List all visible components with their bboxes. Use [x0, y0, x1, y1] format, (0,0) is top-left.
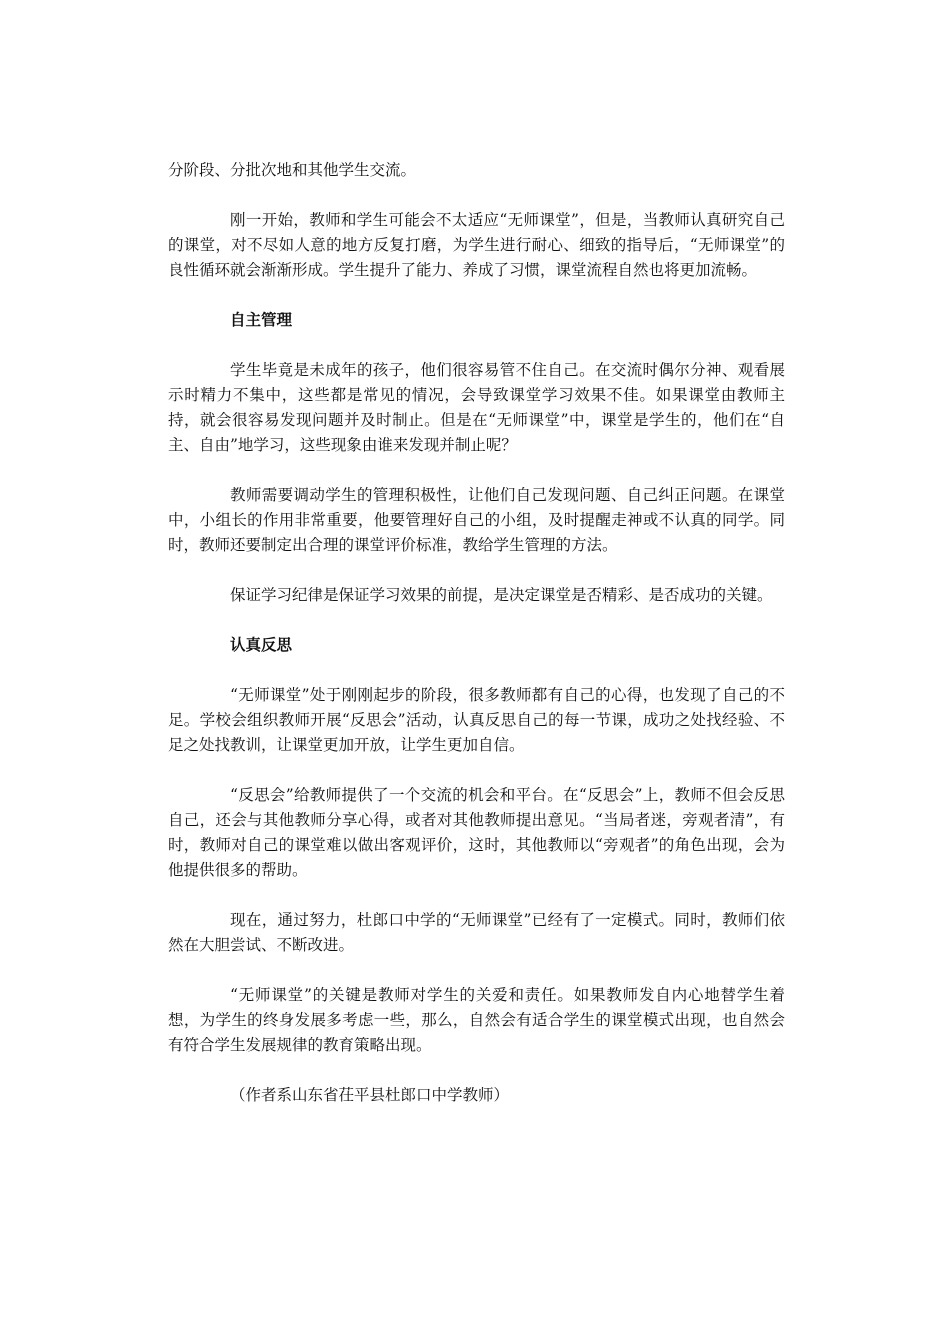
paragraph: 教师需要调动学生的管理积极性，让他们自己发现问题、自己纠正问题。在课堂中，小组长的作用非常重要，他要管理好自己的小组，及时提醒走神或不认真的同学。同时，教师还要制定出合理的课堂评价标准，教给学生管理的方法。 [168, 486, 785, 554]
section-heading-reflection: 认真反思 [230, 636, 293, 654]
paragraph: 刚一开始，教师和学生可能会不太适应“无师课堂”，但是，当教师认真研究自己的课堂，对不尽如人意的地方反复打磨，为学生进行耐心、细致的指导后，“无师课堂”的良性循环就会渐渐形成。学生提升了能力、养成了习惯，课堂流程自然也将更加流畅。 [168, 211, 785, 279]
author-byline: （作者系山东省茌平县杜郎口中学教师） [230, 1086, 510, 1104]
article-body [168, 158, 785, 1108]
section-heading-self-management: 自主管理 [230, 311, 293, 329]
paragraph: 保证学习纪律是保证学习效果的前提，是决定课堂是否精彩、是否成功的关键。 [230, 586, 773, 604]
paragraph: “无师课堂”的关键是教师对学生的关爱和责任。如果教师发自内心地替学生着想，为学生的终身发展多考虑一些，那么，自然会有适合学生的课堂模式出现，也自然会有符合学生发展规律的教育策略出现。 [168, 986, 785, 1054]
paragraph: 学生毕竟是未成年的孩子，他们很容易管不住自己。在交流时偶尔分神、观看展示时精力不集中，这些都是常见的情况，会导致课堂学习效果不佳。如果课堂由教师主持，就会很容易发现问题并及时制止。但是在“无师课堂”中，课堂是学生的，他们在“自主、自由”地学习，这些现象由谁来发现并制止呢？ [168, 361, 785, 454]
paragraph-continuation: 分阶段、分批次地和其他学生交流。 [168, 161, 417, 179]
paragraph: 现在，通过努力，杜郎口中学的“无师课堂”已经有了一定模式。同时，教师们依然在大胆尝试、不断改进。 [168, 911, 785, 954]
paragraph: “无师课堂”处于刚刚起步的阶段，很多教师都有自己的心得，也发现了自己的不足。学校会组织教师开展“反思会”活动，认真反思自己的每一节课，成功之处找经验、不足之处找教训，让课堂更加开放，让学生更加自信。 [168, 686, 785, 754]
paragraph: “反思会”给教师提供了一个交流的机会和平台。在“反思会”上，教师不但会反思自己，还会与其他教师分享心得，或者对其他教师提出意见。“当局者迷，旁观者清”，有时，教师对自己的课堂难以做出客观评价，这时，其他教师以“旁观者”的角色出现，会为他提供很多的帮助。 [168, 786, 785, 879]
